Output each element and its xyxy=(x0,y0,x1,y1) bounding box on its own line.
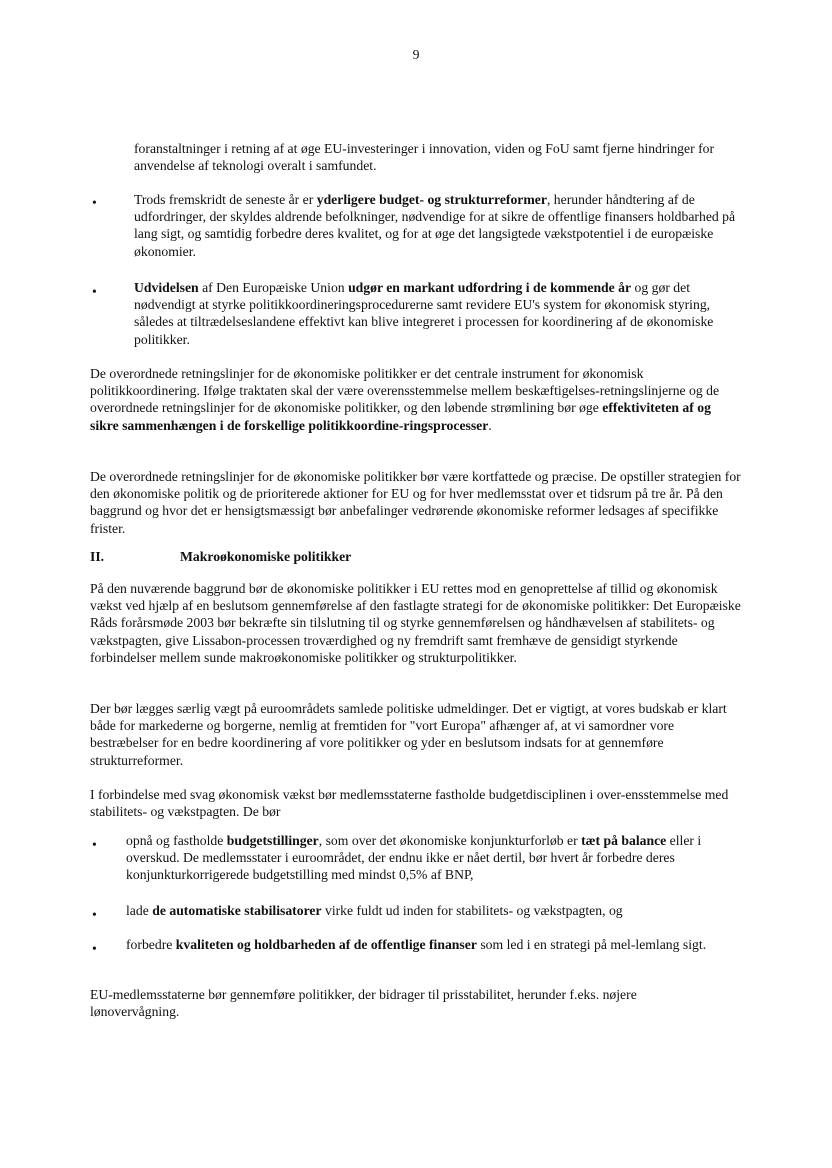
paragraph: I forbindelse med svag økonomisk vækst bør medlemsstaterne fastholde budgetdisciplinen i over-ensstemmelse med stabilitets- og vækstpagten. De bør xyxy=(90,787,729,820)
paragraph-text: De overordnede retningslinjer for de økonomiske politikker er det centrale instrument for økonomisk politikkoordinering. Ifølge traktaten skal der være overensstemmelse mellem beskæftigelses-retningslinjerne og de overordnede retningslinjer for de økonomiske politikker, og den løbende strømlining bør øge xyxy=(90,366,720,416)
bullet-emphasis: tæt på balance xyxy=(581,833,667,848)
bullet-emphasis: udgør en markant udfordring i de kommende år xyxy=(348,280,632,295)
paragraph: De overordnede retningslinjer for de økonomiske politikker bør være kortfattede og præcise. De opstiller strategien for den økonomiske politik og de prioriterede aktioner for EU og for hver medlemsstat over et tidsrum på tre år. På den baggrund og hvor det er hensigtsmæssigt bør anbefalinger vedrørende økonomiske reformer ledsages af specifikke frister. xyxy=(90,469,741,536)
section-title: Makroøkonomiske politikker xyxy=(180,549,352,564)
paragraph: Der bør lægges særlig vægt på euroområdets samlede politiske udmeldinger. Det er vigtigt, at vores budskab er klart både for markederne og borgerne, nemlig at fremtiden for "vort Europa" afhænger af, at vi samordner vore bestræbelser for en bedre koordinering af vore politikker og yder en beslutsom indsats for at gennemføre strukturreformer. xyxy=(90,701,727,768)
bullet-text xyxy=(126,936,712,953)
bullet-emphasis: budgetstillinger xyxy=(226,833,319,848)
bullet-text-part: som led i en strategi på mel-lemlang sigt. xyxy=(476,937,707,952)
bullet-marker: • xyxy=(92,284,97,299)
paragraph-text: . xyxy=(488,417,492,433)
bullet-marker: • xyxy=(92,195,97,210)
bullet-emphasis: Udvidelsen xyxy=(134,280,199,295)
bullet-text-part: forbedre xyxy=(126,937,176,952)
bullet-marker: • xyxy=(92,907,97,922)
bullet-marker: • xyxy=(92,837,97,852)
continued-paragraph: foranstaltninger i retning af at øge EU-investeringer i innovation, viden og FoU samt fjerne hindringer for anvendelse af teknologi overalt i samfundet. xyxy=(134,141,715,174)
bullet-text-part: , herunder håndtering af de udfordringer, der skyldes aldrende befolkninger, nødvendige for at sikre de offentlige finansers holdbarhed på lang sigt, og samtidig forbedre deres kvalitet, og for at øge det langsigtede vækstpotentiel i de europæiske økonomier. xyxy=(134,192,736,259)
bullet-text-part: , som over det økonomiske konjunkturforløb er xyxy=(318,833,582,848)
section-number: II. xyxy=(90,549,105,564)
paragraph-emphasis: effektiviteten af og sikre sammenhængen i de forskellige politikkoordine-ringsprocesser xyxy=(90,400,711,433)
bullet-emphasis: de automatiske stabilisatorer xyxy=(152,903,322,918)
bullet-text-part: lade xyxy=(126,903,153,918)
bullet-text xyxy=(134,279,744,348)
page-number: 9 xyxy=(412,47,420,62)
bullet-text-part: opnå og fastholde xyxy=(126,833,227,848)
paragraph: EU-medlemsstaterne bør gennemføre politikker, der bidrager til prisstabilitet, herunder f.eks. nøjere lønovervågning. xyxy=(90,987,637,1020)
bullet-text-part: Trods fremskridt de seneste år er xyxy=(134,192,317,207)
bullet-marker: • xyxy=(92,941,97,956)
bullet-text-part: og gør det nødvendigt at styrke politikkoordineringsprocedurerne samt revidere EU's system for økonomisk styring, således at tiltrædelseslandene effektivt kan blive integreret i processen for koordinering af de økonomiske politikker. xyxy=(134,280,714,347)
paragraph xyxy=(90,365,742,434)
bullet-emphasis: kvaliteten og holdbarheden af de offentlige finanser xyxy=(175,937,477,952)
bullet-text xyxy=(126,832,738,884)
paragraph: På den nuværende baggrund bør de økonomiske politikker i EU rettes mod en genoprettelse af tillid og økonomisk vækst ved hjælp af en beslutsom gennemførelse af den fastlagte strategi for de økonomiske politikker: Det Europæiske Råds forårsmøde 2003 bør bekræfte sin tilslutning til og styrke gennemførelsen og håndhævelsen af stabilitets- og vækstpagten, give Lissabon-processen troværdighed og ny fremdrift samt fremhæve de gensidigt styrkende forbindelser mellem sunde makroøkonomiske politikker og strukturpolitikker. xyxy=(90,581,741,665)
bullet-text-part: af Den Europæiske Union xyxy=(198,280,349,295)
bullet-emphasis: yderligere budget- og strukturreformer xyxy=(316,192,547,207)
bullet-text-part: eller i overskud. De medlemsstater i euroområdet, der endnu ikke er nået dertil, bør hvert år forbedre deres konjunkturkorrigerede budgetstilling med mindst 0,5% af BNP, xyxy=(126,833,702,883)
bullet-text-part: virke fuldt ud inden for stabilitets- og vækstpagten, og xyxy=(321,903,623,918)
bullet-text xyxy=(134,191,744,260)
bullet-text xyxy=(126,902,738,919)
